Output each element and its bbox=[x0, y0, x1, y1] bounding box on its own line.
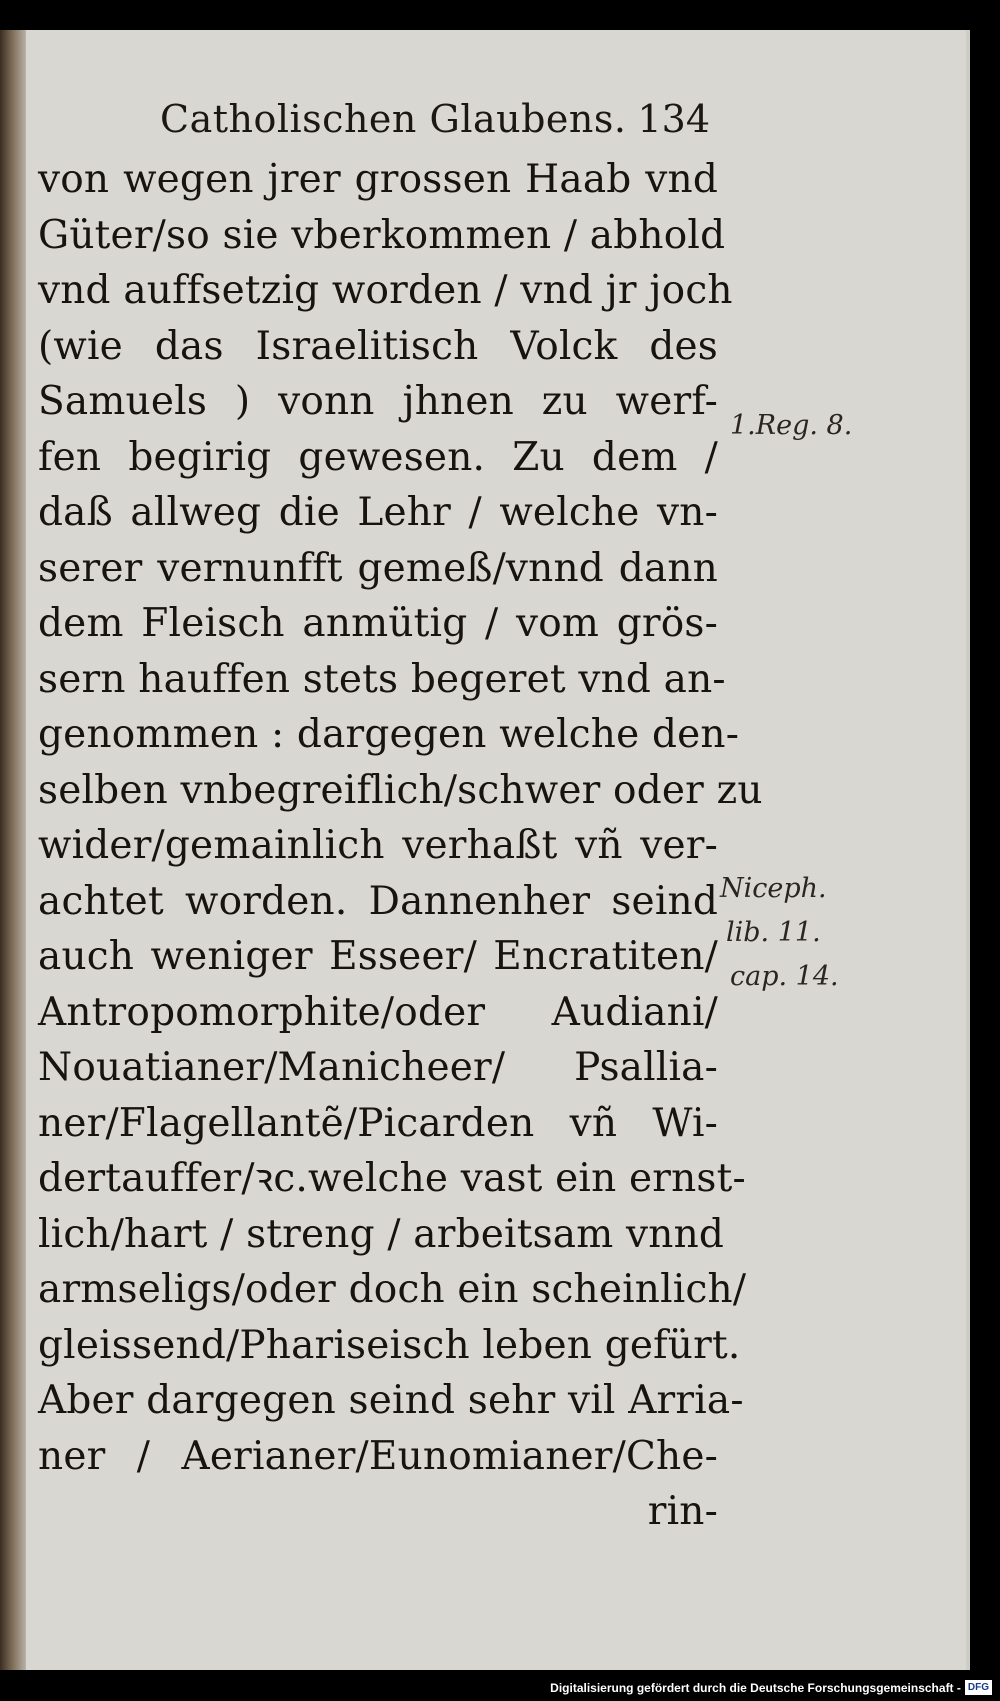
text-line: genommen : dargegen welche den- bbox=[38, 712, 740, 757]
text-line: Güter/so sie vberkommen / abhold bbox=[38, 212, 726, 258]
page-header bbox=[160, 97, 720, 149]
body-text bbox=[38, 152, 763, 1540]
text-line: Nouatianer/Manicheer/ Psallia- bbox=[38, 1045, 718, 1090]
text-line: selben vnbegreiflich/schwer oder zu bbox=[38, 767, 763, 813]
book-binding bbox=[0, 30, 26, 1670]
text-line: (wie das Israelitisch Volck des bbox=[38, 323, 718, 369]
marginal-note-reference: 1.Reg. 8. bbox=[730, 410, 853, 441]
text-line: dertauffer/ꝛc.welche vast ein ernst- bbox=[38, 1156, 746, 1201]
text-line: dem Fleisch anmütig / vom grös- bbox=[38, 601, 718, 646]
text-line: auch weniger Esseer/ Encratiten/ bbox=[38, 934, 718, 979]
text-line: von wegen jrer grossen Haab vnd bbox=[38, 157, 718, 202]
running-head: Catholischen Glaubens. bbox=[160, 97, 627, 141]
text-line: ner/Flagellantẽ/Picarden vñ Wi- bbox=[38, 1100, 718, 1146]
marginal-note-reference: cap. 14. bbox=[730, 961, 839, 992]
credit-text: Digitalisierung gefördert durch die Deutsche Forschungsgemeinschaft - bbox=[550, 1680, 961, 1695]
text-line: ner / Aerianer/Eunomianer/Che- bbox=[38, 1433, 718, 1479]
text-line: lich/hart / streng / arbeitsam vnnd bbox=[38, 1211, 725, 1257]
text-line: gleissend/Phariseisch leben gefürt. bbox=[38, 1322, 741, 1368]
text-line: sern hauffen stets begeret vnd an- bbox=[38, 656, 726, 702]
page-number: 134 bbox=[637, 97, 710, 141]
page-edge bbox=[966, 30, 970, 1670]
dfg-logo: DFG bbox=[965, 1680, 992, 1695]
text-line: serer vernunfft gemeß/vnnd dann bbox=[38, 545, 718, 591]
text-line: armseligs/oder doch ein scheinlich/ bbox=[38, 1267, 747, 1312]
text-line: fen begirig gewesen. Zu dem / bbox=[38, 434, 718, 480]
text-line: Aber dargegen seind sehr vil Arria- bbox=[38, 1378, 744, 1423]
text-line: wider/gemainlich verhaßt vñ ver- bbox=[38, 823, 718, 868]
marginal-note-reference: lib. 11. bbox=[726, 917, 821, 948]
text-line: Samuels ) vonn jhnen zu werf- bbox=[38, 379, 718, 424]
text-line: daß allweg die Lehr / welche vn- bbox=[38, 490, 718, 535]
catchword: rin- bbox=[647, 1489, 718, 1534]
text-line: achtet worden. Dannenher seind bbox=[38, 878, 718, 924]
marginal-note-reference: Niceph. bbox=[720, 873, 827, 904]
text-line: Antropomorphite/oder Audiani/ bbox=[38, 989, 718, 1035]
digitization-credit bbox=[550, 1680, 992, 1695]
text-line: vnd auffsetzig worden / vnd jr joch bbox=[38, 268, 733, 313]
